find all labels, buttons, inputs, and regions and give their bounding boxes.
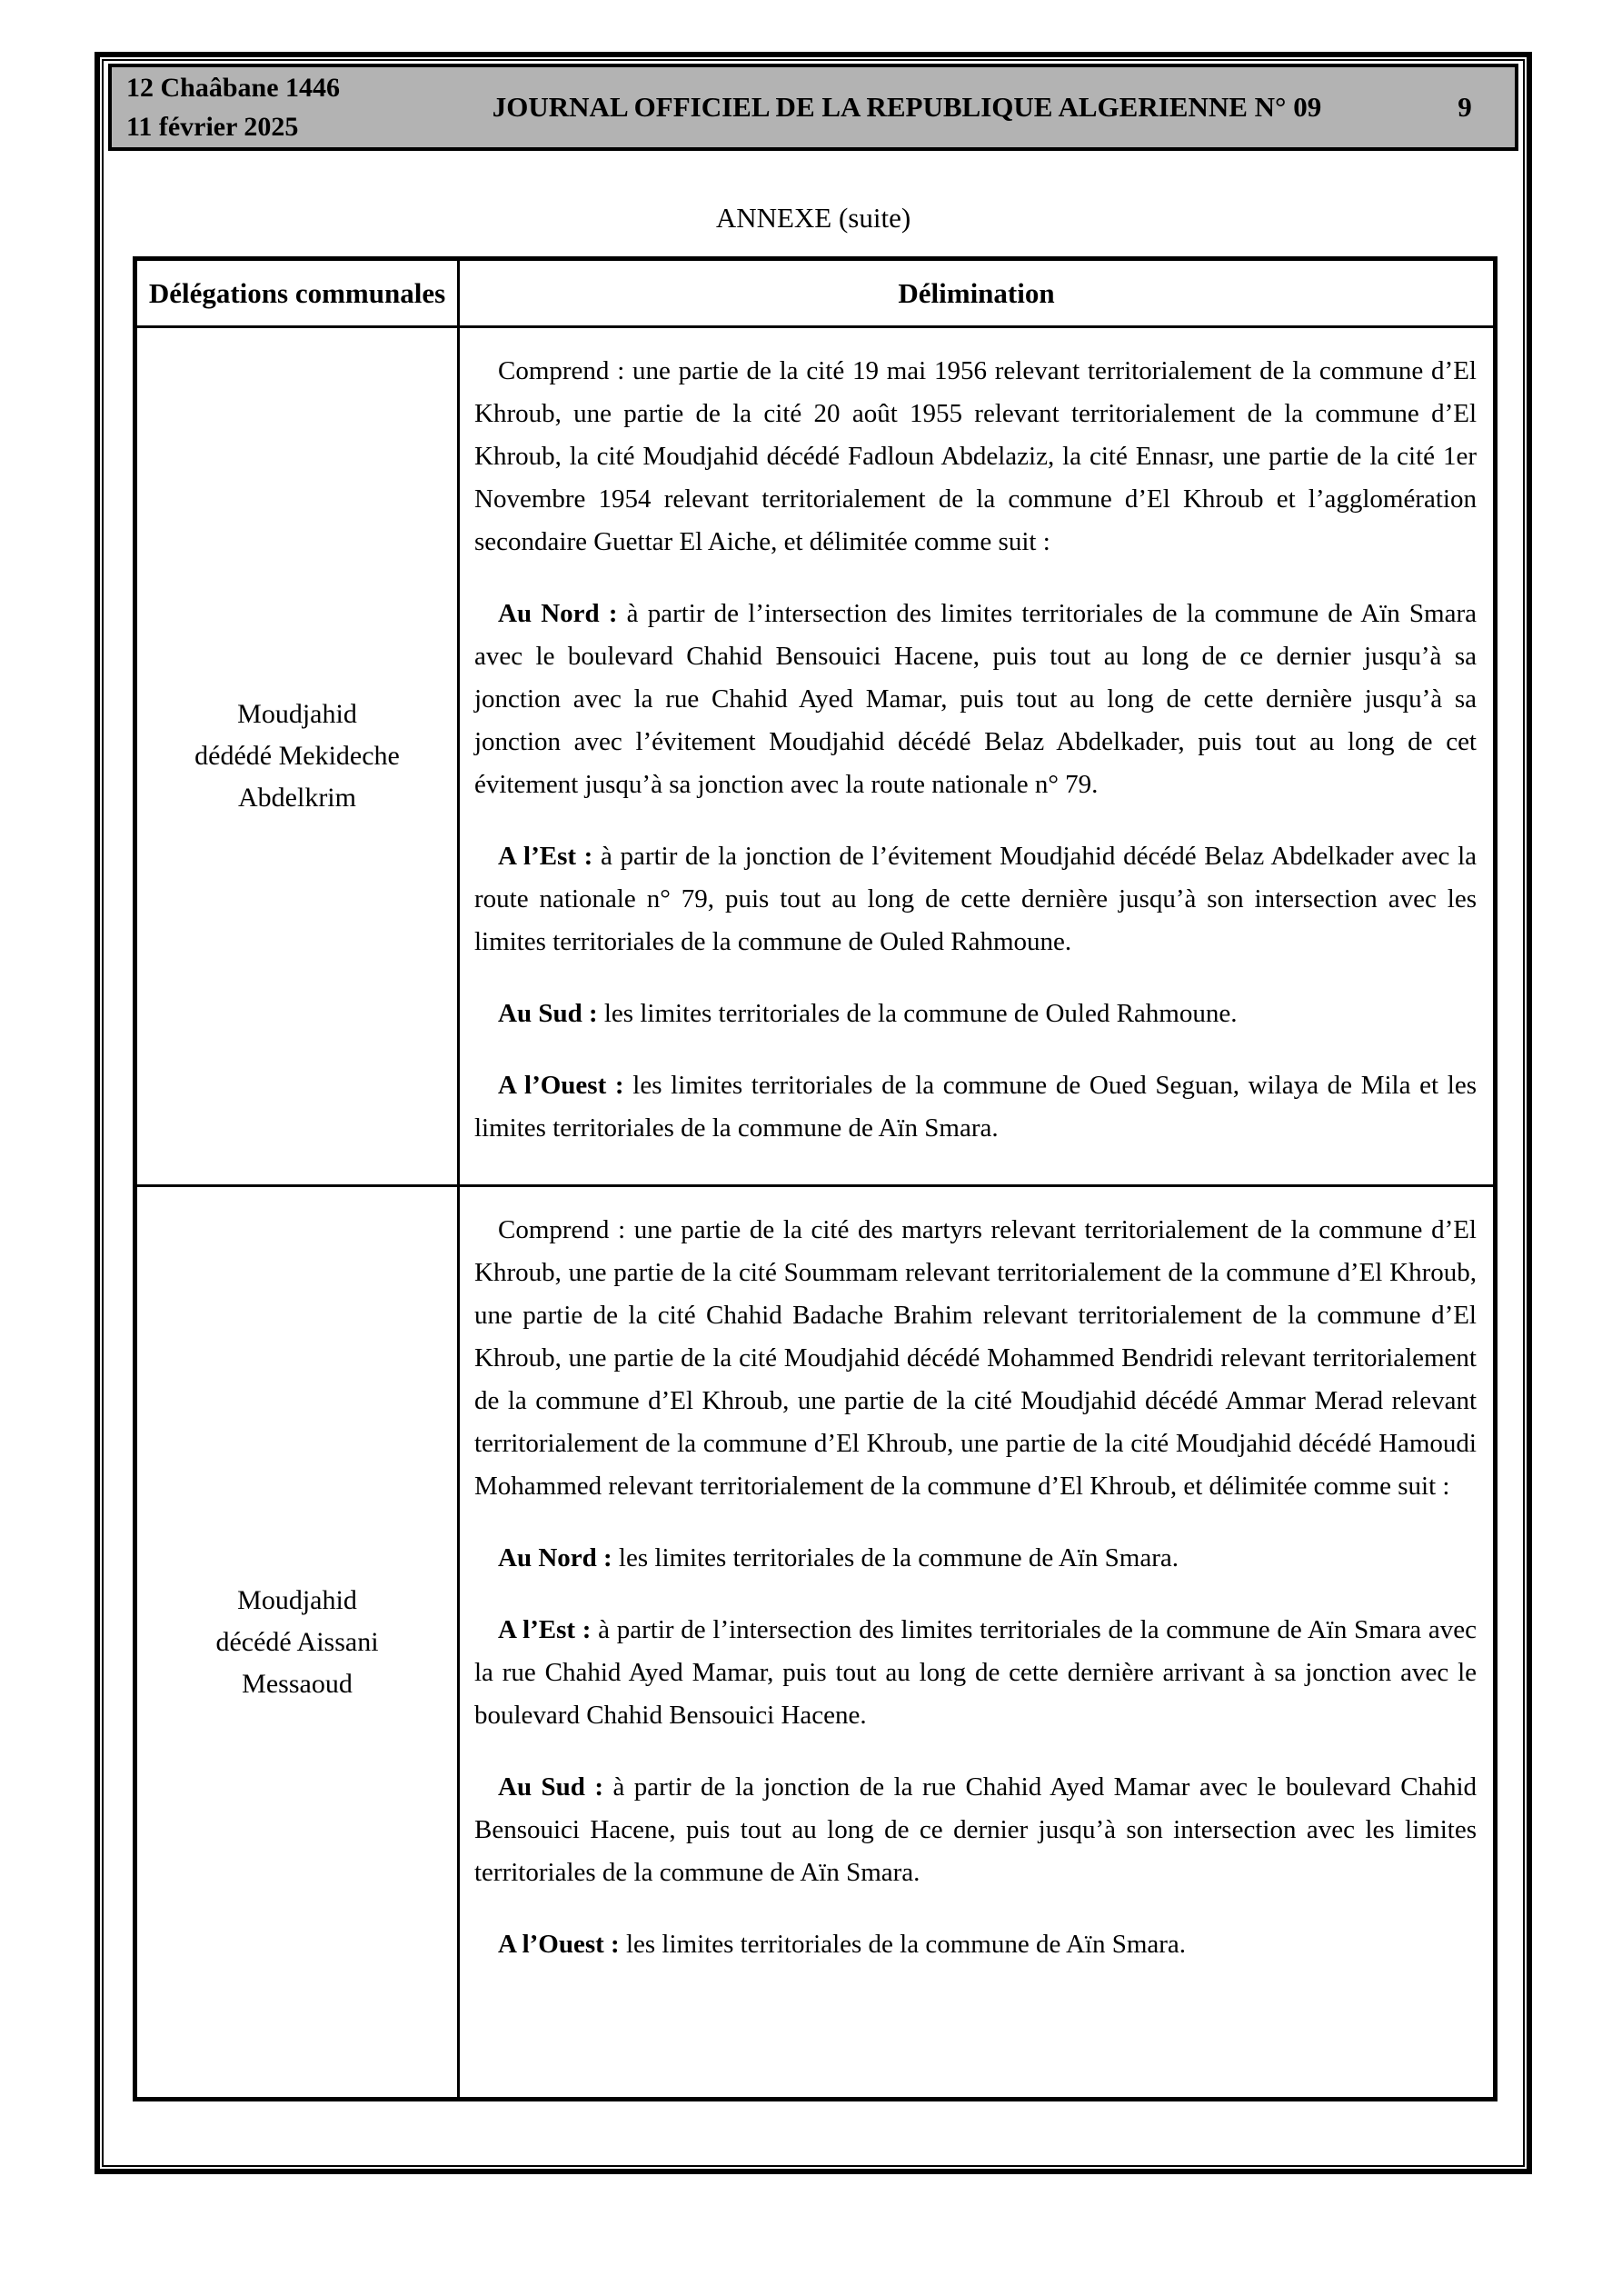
paragraph-text: à partir de la jonction de la rue Chahid Ayed Mamar avec le boulevard Chahid Bensouici Hacene, puis tout au long de ce dernier jusqu’à son intersection avec les limites territoriales de la commune de Aïn Smara. <box>474 1772 1477 1887</box>
direction-label: A l’Ouest : <box>498 1930 620 1959</box>
delegation-cell <box>135 327 459 1186</box>
delegation-name-line: Messaoud <box>242 1668 353 1699</box>
paragraph-text: Comprend : une partie de la cité des martyrs relevant territorialement de la commune d’El Khroub, une partie de la cité Soummam relevant territorialement de la commune d’El Khroub, une partie de la cité Chahid Badache Brahim relevant territorialement de la commune d’El Khroub, une partie de la cité Moudjahid décédé Mohammed Bendridi relevant territorialement de la commune d’El Khroub, une partie de la cité Moudjahid décédé Ammar Merad relevant territorialement de la commune d’El Khroub, une partie de la cité Moudjahid décédé Hamoudi Mohammed relevant territorialement de la commune d’El Khroub, et délimitée comme suit : <box>474 1215 1477 1501</box>
delimitation-cell <box>459 1186 1496 2100</box>
direction-label: A l’Est : <box>498 1615 592 1644</box>
direction-label: Au Nord : <box>498 1543 612 1572</box>
delimitation-table <box>133 256 1498 2101</box>
hijri-date: 12 Chaâbane 1446 <box>126 73 341 103</box>
delegation-name-line: décédé Aissani <box>215 1626 379 1657</box>
delegation-name-line: dédédé Mekideche <box>194 741 400 771</box>
direction-label: Au Nord : <box>498 599 618 628</box>
paragraph-text: les limites territoriales de la commune de Oued Seguan, wilaya de Mila et les limites territoriales de la commune de Aïn Smara. <box>474 1071 1477 1143</box>
page-header-bar <box>108 64 1518 151</box>
paragraph <box>474 1923 1477 1966</box>
paragraph <box>474 1537 1477 1580</box>
paragraph-text: à partir de la jonction de l’évitement Moudjahid décédé Belaz Abdelkader avec la route nationale n° 79, puis tout au long de cette dernière jusqu’à son intersection avec les limites territoriales de la commune de Ouled Rahmoune. <box>474 842 1477 956</box>
gregorian-date: 11 février 2025 <box>126 112 299 142</box>
table-row <box>135 1186 1496 2100</box>
delegation-name-line: Moudjahid <box>237 1584 357 1615</box>
paragraph-text: les limites territoriales de la commune de Ouled Rahmoune. <box>597 999 1238 1028</box>
delegation-cell <box>135 1186 459 2100</box>
paragraph <box>474 1766 1477 1894</box>
paragraph <box>474 593 1477 806</box>
paragraph <box>474 1209 1477 1508</box>
delimitation-cell <box>459 327 1496 1186</box>
paragraph <box>474 1064 1477 1150</box>
paragraph <box>474 993 1477 1035</box>
paragraph <box>474 350 1477 564</box>
page-number: 9 <box>1458 91 1472 123</box>
col-header-delimitation: Délimination <box>459 259 1496 327</box>
header-dates <box>112 68 399 146</box>
journal-title: JOURNAL OFFICIEL DE LA REPUBLIQUE ALGERIENNE N° 09 <box>492 91 1322 123</box>
delegation-name-line: Abdelkrim <box>238 783 356 813</box>
paragraph-text: les limites territoriales de la commune de Aïn Smara. <box>619 1930 1187 1959</box>
paragraph-text: Comprend : une partie de la cité 19 mai 1956 relevant territorialement de la commune d’El Khroub, une partie de la cité 20 août 1955 relevant territorialement de la commune d’El Khroub, la cité Moudjahid décédé Fadloun Abdelaziz, la cité Ennasr, une partie de la cité 1er Novembre 1954 relevant territorialement de la commune d’El Khroub et l’agglomération secondaire Guettar El Aiche, et délimitée comme suit : <box>474 356 1477 556</box>
delegation-name-line: Moudjahid <box>237 699 357 729</box>
paragraph-text: les limites territoriales de la commune de Aïn Smara. <box>612 1543 1179 1572</box>
direction-label: Au Sud : <box>498 999 598 1028</box>
paragraph-text: à partir de l’intersection des limites territoriales de la commune de Aïn Smara avec le boulevard Chahid Bensouici Hacene, puis tout au long de ce dernier jusqu’à sa jonction avec la rue Chahid Ayed Mamar, puis tout au long de cette dernière jusqu’à sa jonction avec l’évitement Moudjahid décédé Belaz Abdelkader, puis tout au long de cet évitement jusqu’à sa jonction avec la route nationale n° 79. <box>474 599 1477 799</box>
direction-label: Au Sud : <box>498 1772 604 1802</box>
direction-label: A l’Est : <box>498 842 593 871</box>
direction-label: A l’Ouest : <box>498 1071 624 1100</box>
table-header-row <box>135 259 1496 327</box>
col-header-delegations: Délégations communales <box>135 259 459 327</box>
annexe-title: ANNEXE (suite) <box>715 202 911 234</box>
paragraph <box>474 835 1477 963</box>
paragraph-text: à partir de l’intersection des limites territoriales de la commune de Aïn Smara avec la rue Chahid Ayed Mamar, puis tout au long de cette dernière arrivant à sa jonction avec le boulevard Chahid Bensouici Hacene. <box>474 1615 1478 1730</box>
paragraph <box>474 1609 1477 1737</box>
table-row <box>135 327 1496 1186</box>
